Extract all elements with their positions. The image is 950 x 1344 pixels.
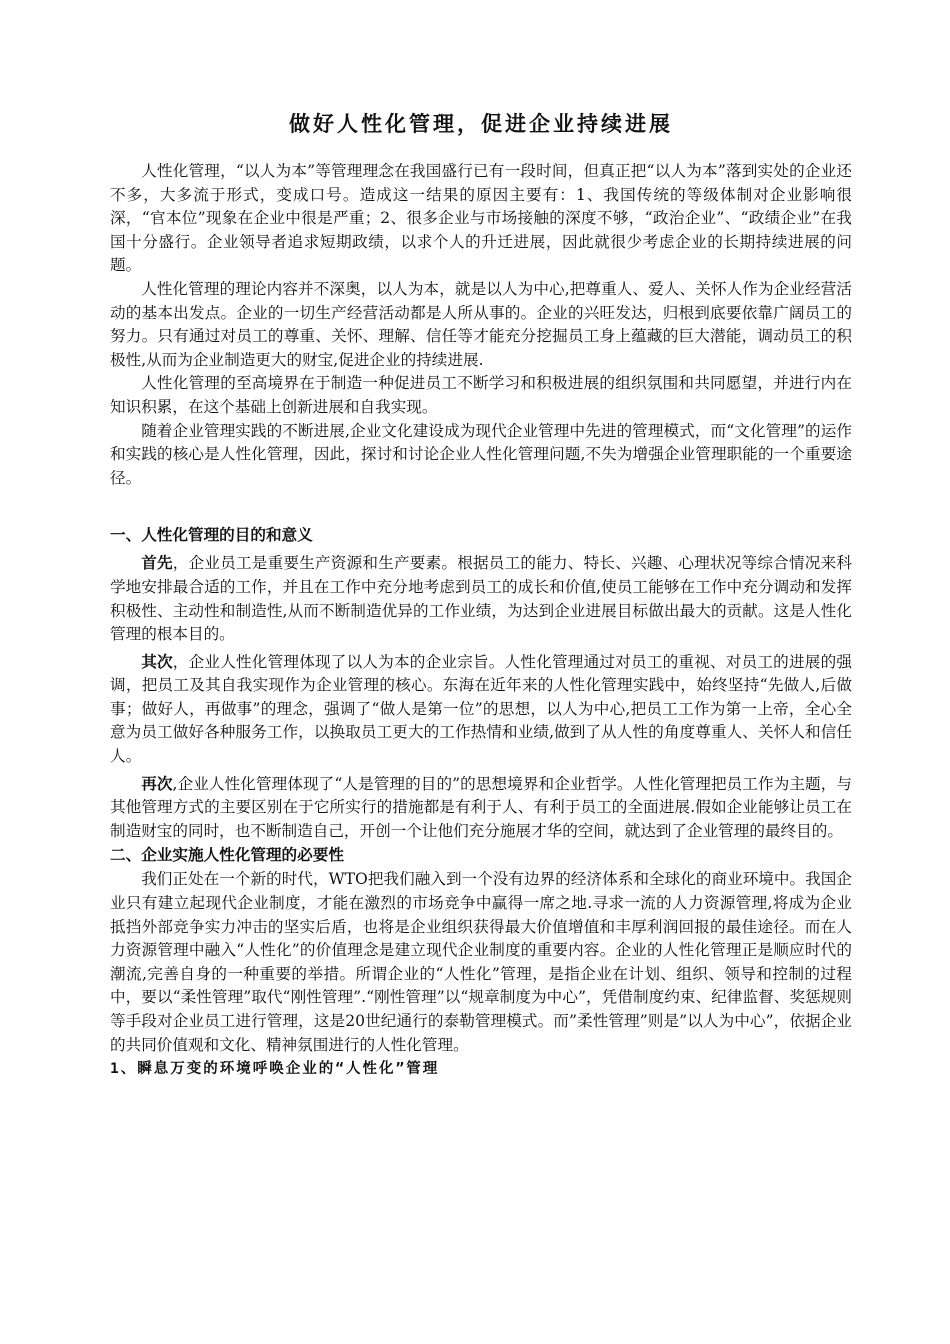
section-1-paragraph-1 — [110, 552, 852, 646]
intro-paragraph-3: 人性化管理的至高境界在于制造一种促进员工不断学习和积极进展的组织氛围和共同愿望，并进行内在知识积累，在这个基础上创新进展和自我实现。 — [110, 374, 852, 416]
paragraph-lead-word: 其次 — [141, 652, 173, 671]
paragraph-lead-word: 再次 — [141, 774, 173, 793]
paragraph-body: ，企业人性化管理体现了以人为本的企业宗旨。人性化管理通过对员工的重视、对员工的进展的强调，把员工及其自我实现作为企业管理的核心。东海在近年来的人性化管理实践中，始终坚持“先做人,后做事；做好人，再做事”的理念，强调了“做人是第一位”的思想，以人为中心,把员工工作为第一上帝，全心全意为员工做好各种服务工作，以换取员工更大的工作热情和业绩,做到了从人性的角度尊重人、关怀人和信任人。 — [110, 652, 852, 766]
section-2-heading: 二、企业实施人性化管理的必要性 — [110, 846, 344, 865]
intro-paragraph-1: 人性化管理，“以人为本”等管理理念在我国盛行已有一段时间，但真正把“以人为本”落到实处的企业还不多，大多流于形式，变成口号。造成这一结果的原因主要有：1、我国传统的等级体制对企业影响很深，“官本位”现象在企业中很是严重；2、很多企业与市场接触的深度不够，“政治企业”、“政绩企业”在我国十分盛行。企业领导者追求短期政绩，以求个人的升迁进展，因此就很少考虑企业的长期持续进展的问题。 — [110, 162, 852, 275]
paragraph-body: ,企业人性化管理体现了“人是管理的目的”的思想境界和企业哲学。人性化管理把员工作为主题，与其他管理方式的主要区别在于它所实行的措施都是有利于人、有利于员工的全面进展.假如企业能够让员工在制造财宝的同时，也不断制造自己，开创一个让他们充分施展才华的空间，就达到了企业管理的最终目的。 — [110, 774, 852, 840]
paragraph-body: ，企业员工是重要生产资源和生产要素。根据员工的能力、特长、兴趣、心理状况等综合情况来科学地安排最合适的工作，并且在工作中充分地考虑到员工的成长和价值,使员工能够在工作中充分调动和发挥积极性、主动性和制造性,从而不断制造优异的工作业绩，为达到企业进展目标做出最大的贡献。这是人性化管理的根本目的。 — [110, 554, 852, 644]
document-title: 做好人性化管理，促进企业持续进展 — [289, 111, 673, 136]
subsection-heading: 1、瞬息万变的环境呼唤企业的“人性化”管理 — [110, 1061, 440, 1078]
document-page — [110, 108, 852, 1082]
intro-paragraph-4: 随着企业管理实践的不断进展,企业文化建设成为现代企业管理中先进的管理模式，而“文化管理”的运作和实践的核心是人性化管理，因此，探讨和讨论企业人性化管理问题,不失为增强企业管理职能的一个重要途径。 — [110, 421, 852, 487]
section-1-paragraph-3 — [110, 773, 852, 844]
section-1-heading: 一、人性化管理的目的和意义 — [110, 526, 313, 545]
intro-paragraph-2: 人性化管理的理论内容并不深奥，以人为本，就是以人为中心,把尊重人、爱人、关怀人作为企业经营活动的基本出发点。企业的一切生产经营活动都是人所从事的。企业的兴旺发达，归根到底要依靠广阔员工的努力。只有通过对员工的尊重、关怀、理解、信任等才能充分挖掘员工身上蕴藏的巨大潜能，调动员工的积极性,从而为企业制造更大的财宝,促进企业的持续进展. — [110, 279, 852, 369]
paragraph-lead-word: 首先 — [141, 554, 173, 573]
section-1-paragraph-2 — [110, 651, 852, 769]
section-2-paragraph: 我们正处在一个新的时代，WTO把我们融入到一个没有边界的经济体系和全球化的商业环境中。我国企业只有建立起现代企业制度，才能在激烈的市场竞争中赢得一席之地.寻求一流的人力资源管理,将成为企业抵挡外部竞争实力冲击的坚实后盾，也将是企业组织获得最大价值增值和丰厚利润回报的最佳途径。而在人力资源管理中融入“人性化”的价值理念是建立现代企业制度的重要内容。企业的人性化管理正是顺应时代的潮流,完善自身的一种重要的举措。所谓企业的“人性化”管理，是指企业在计划、组织、领导和控制的过程中，要以“柔性管理”取代“刚性管理”.“刚性管理”以“规章制度为中心”，凭借制度约束、纪律监督、奖惩规则等手段对企业员工进行管理，这是20世纪通行的泰勒管理模式。而”柔性管理”则是”以人为中心”，依据企业的共同价值观和文化、精神氛围进行的人性化管理。 — [110, 870, 852, 1054]
